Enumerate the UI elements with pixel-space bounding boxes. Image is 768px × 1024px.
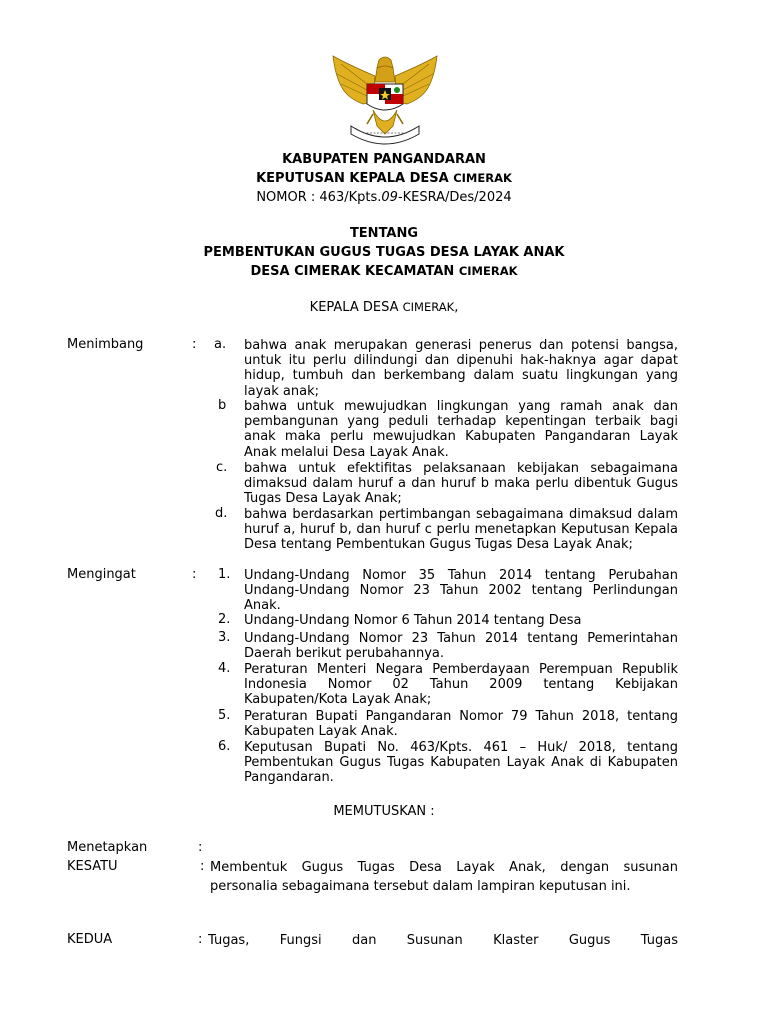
menimbang-mark-b: b	[218, 398, 227, 413]
decree-number-part-b: 09	[381, 190, 398, 205]
kesatu-colon: :	[200, 859, 205, 874]
mengingat-item-1: Undang-Undang Nomor 35 Tahun 2014 tentang Perubahan Undang-Undang Nomor 23 Tahun 2002 tentang Perlindungan Anak.	[244, 568, 678, 614]
authority-prefix: KEPALA DESA	[309, 300, 399, 315]
kedua-colon: :	[198, 932, 203, 947]
mengingat-item-4: Peraturan Menteri Negara Pemberdayaan Perempuan Republik Indonesia Nomor 02 Tahun 2009 tentang Kebijakan Kabupaten/Kota Layak Anak;	[244, 662, 678, 708]
menimbang-item-b: bahwa untuk mewujudkan lingkungan yang ramah anak dan pembangunan yang peduli terhadap kepentingan terbaik bagi anak maka perlu mewujudkan Kabupaten Pangandaran Layak Anak melalui Desa Layak Anak.	[244, 399, 678, 460]
menimbang-mark-d: d.	[215, 506, 228, 521]
menetapkan-label: Menetapkan	[67, 840, 148, 855]
mengingat-mark-2: 2.	[218, 612, 231, 627]
kesatu-text: Membentuk Gugus Tugas Desa Layak Anak, dengan susunan personalia sebagaimana tersebut dalam lampiran keputusan ini.	[210, 860, 678, 894]
garuda-emblem-icon	[327, 54, 443, 146]
subject-line-2-village: CIMERAK	[458, 264, 518, 278]
authority-village: CIMERAK	[402, 300, 455, 314]
mengingat-item-2: Undang-Undang Nomor 6 Tahun 2014 tentang Desa	[244, 613, 582, 628]
decree-number-part-a: NOMOR : 463/Kpts.	[256, 190, 382, 205]
memutuskan-heading: MEMUTUSKAN :	[333, 804, 435, 819]
subject-line-2-prefix: DESA CIMERAK KECAMATAN	[250, 264, 455, 279]
mengingat-label: Mengingat	[67, 567, 136, 582]
decree-number-part-c: -KESRA/Des/2024	[397, 190, 512, 205]
menimbang-item-a: bahwa anak merupakan generasi penerus dan potensi bangsa, untuk itu perlu dilindungi dan dipenuhi hak-haknya agar dapat hidup, tumbuh dan berkembang dalam suatu lingkungan yang layak anak;	[244, 338, 678, 399]
mengingat-item-3: Undang-Undang Nomor 23 Tahun 2014 tentang Pemerintahan Daerah berikut perubahannya.	[244, 631, 678, 662]
mengingat-mark-1: 1.	[218, 567, 231, 582]
mengingat-mark-4: 4.	[218, 661, 231, 676]
kedua-text: Tugas, Fungsi dan Susunan Klaster Gugus Tugas	[208, 933, 678, 948]
authority-suffix: ,	[454, 300, 459, 315]
authority-line	[0, 300, 768, 315]
mengingat-mark-6: 6.	[218, 739, 231, 754]
menimbang-mark-a: a.	[214, 337, 227, 352]
mengingat-mark-5: 5.	[218, 708, 231, 723]
menetapkan-colon: :	[198, 840, 203, 855]
kedua-label: KEDUA	[67, 932, 113, 947]
menimbang-label: Menimbang	[67, 337, 144, 352]
menimbang-colon: :	[192, 337, 197, 352]
subject-tentang: TENTANG	[349, 226, 419, 241]
menimbang-item-c: bahwa untuk efektifitas pelaksanaan kebijakan sebagaimana dimaksud dalam huruf a dan huruf b maka perlu dibentuk Gugus Tugas Desa Layak Anak;	[244, 461, 678, 507]
mengingat-mark-3: 3.	[218, 630, 231, 645]
decree-prefix: KEPUTUSAN KEPALA DESA	[256, 171, 449, 186]
regency-title: KABUPATEN PANGANDARAN	[282, 152, 486, 167]
kesatu-label: KESATU	[67, 859, 118, 874]
menimbang-mark-c: c.	[216, 460, 228, 475]
decree-title	[0, 171, 768, 186]
mengingat-item-5: Peraturan Bupati Pangandaran Nomor 79 Tahun 2018, tentang Kabupaten Layak Anak.	[244, 709, 678, 740]
menimbang-item-d: bahwa berdasarkan pertimbangan sebagaimana dimaksud dalam huruf a, huruf b, dan huruf c perlu menetapkan Keputusan Kepala Desa tentang Pembentukan Gugus Tugas Desa Layak Anak;	[244, 507, 678, 553]
mengingat-item-6: Keputusan Bupati No. 463/Kpts. 461 – Huk/ 2018, tentang Pembentukan Gugus Tugas Kabupaten Layak Anak di Kabupaten Pangandaran.	[244, 740, 678, 786]
subject-line-1: PEMBENTUKAN GUGUS TUGAS DESA LAYAK ANAK	[203, 245, 565, 260]
decree-number	[0, 190, 768, 205]
subject-line-2	[0, 264, 768, 279]
decree-village: CIMERAK	[453, 171, 512, 185]
mengingat-colon: :	[192, 567, 197, 582]
